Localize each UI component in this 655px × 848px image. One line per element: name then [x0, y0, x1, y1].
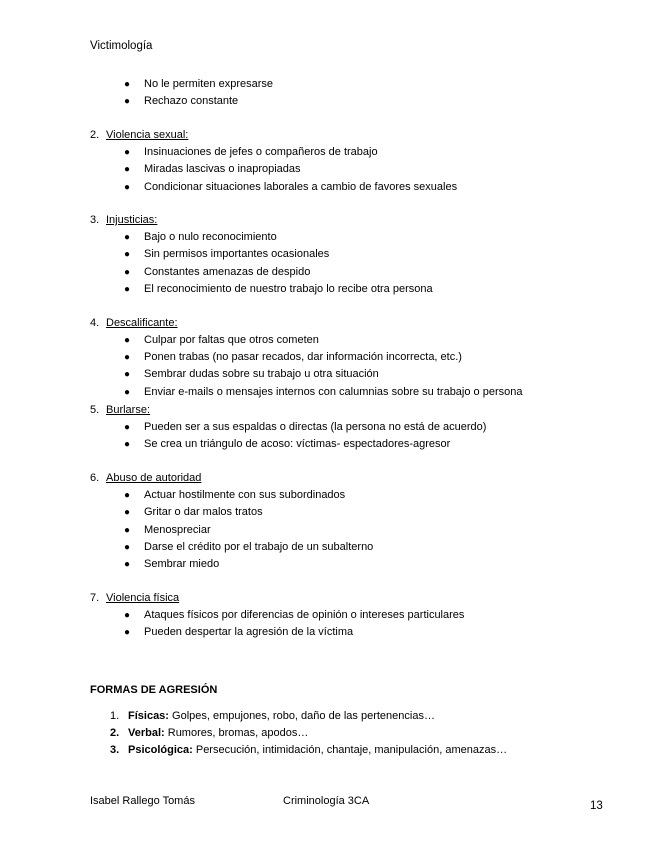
bullet-icon: ● — [124, 249, 131, 261]
list-item-text: Rechazo constante — [144, 95, 239, 108]
list-item-text: Sembrar dudas sobre su trabajo u otra situación — [144, 368, 379, 381]
bullet-list — [90, 419, 590, 454]
list-item-text: Bajo o nulo reconocimiento — [144, 230, 277, 243]
list-item-text: Insinuaciones de jefes o compañeros de trabajo — [144, 145, 378, 158]
footer-author: Isabel Rallego Tomás — [90, 795, 195, 807]
bullet-icon: ● — [124, 231, 131, 243]
list-item — [90, 144, 590, 161]
section-3 — [90, 196, 590, 299]
document-body — [90, 76, 590, 642]
bullet-list — [90, 144, 590, 196]
forms-item-label: Físicas: — [128, 710, 169, 722]
forms-item-number: 2. — [110, 727, 120, 739]
forms-item-content — [128, 742, 507, 759]
forms-list — [90, 708, 610, 759]
bullet-icon: ● — [124, 627, 131, 639]
list-item — [90, 93, 590, 110]
bullet-icon: ● — [124, 181, 131, 193]
section-spacer — [90, 574, 590, 589]
section-title — [90, 589, 590, 607]
bullet-icon: ● — [124, 96, 131, 108]
list-item — [90, 556, 590, 573]
forms-item-text: Rumores, bromas, apodos… — [164, 727, 309, 739]
section-title-text: Burlarse: — [106, 404, 151, 417]
list-item-text: Se crea un triángulo de acoso: víctimas- espectadores-agresor — [144, 438, 451, 451]
bullet-icon: ● — [124, 284, 131, 296]
section-number: 3. — [90, 213, 100, 226]
list-item — [90, 281, 590, 298]
forms-item — [90, 742, 610, 759]
forms-item-text: Golpes, empujones, robo, daño de las pertenencias… — [168, 710, 435, 722]
section-4 — [90, 299, 590, 402]
bullet-icon: ● — [124, 386, 131, 398]
list-item-text: Gritar o dar malos tratos — [144, 506, 263, 519]
list-item-text: No le permiten expresarse — [144, 78, 274, 90]
bullet-icon: ● — [124, 559, 131, 571]
forms-item-number: 3. — [110, 744, 120, 756]
forms-item — [90, 708, 610, 725]
list-item — [90, 487, 590, 504]
list-item — [90, 332, 590, 349]
forms-item-label: Verbal: — [128, 727, 165, 739]
list-item — [90, 76, 590, 93]
list-item — [90, 607, 590, 624]
list-item-text: Ataques físicos por diferencias de opinión o intereses particulares — [144, 608, 465, 621]
list-item-text: Condicionar situaciones laborales a cambio de favores sexuales — [144, 180, 458, 193]
section-1 — [90, 76, 590, 111]
forms-item-content — [128, 725, 308, 742]
footer-course: Criminología 3CA — [283, 795, 370, 807]
section-title-text: Violencia física — [106, 591, 180, 604]
list-item — [90, 349, 590, 366]
bullet-icon: ● — [124, 334, 131, 346]
section-title — [90, 126, 590, 144]
page-header: Victimología — [90, 40, 153, 52]
forms-item-content — [128, 708, 435, 725]
list-item — [90, 384, 590, 401]
forms-item-number: 1. — [110, 710, 120, 722]
bullet-icon: ● — [124, 422, 131, 434]
bullet-icon: ● — [124, 79, 131, 90]
section-number: 6. — [90, 471, 100, 484]
bullet-icon: ● — [124, 369, 131, 381]
list-item — [90, 624, 590, 641]
list-item-text: Actuar hostilmente con sus subordinados — [144, 488, 346, 501]
bullet-icon: ● — [124, 351, 131, 363]
list-item-text: Constantes amenazas de despido — [144, 265, 311, 278]
bullet-list — [90, 229, 590, 299]
section-title-text: Descalificante: — [106, 316, 178, 329]
bullet-list — [90, 332, 590, 402]
forms-heading: FORMAS DE AGRESIÓN — [90, 684, 218, 696]
list-item — [90, 419, 590, 436]
section-spacer — [90, 196, 590, 211]
list-item-text: Culpar por faltas que otros cometen — [144, 333, 319, 346]
bullet-icon: ● — [124, 524, 131, 536]
section-title-text: Violencia sexual: — [106, 128, 189, 141]
list-item-text: Ponen trabas (no pasar recados, dar información incorrecta, etc.) — [144, 350, 462, 363]
list-item — [90, 229, 590, 246]
forms-item-text: Persecución, intimidación, chantaje, manipulación, amenazas… — [192, 744, 508, 756]
list-item — [90, 246, 590, 263]
section-spacer — [90, 111, 590, 126]
section-title — [90, 211, 590, 229]
list-item — [90, 522, 590, 539]
section-number: 2. — [90, 128, 100, 141]
section-spacer — [90, 299, 590, 314]
section-title-text: Abuso de autoridad — [106, 471, 202, 484]
list-item-text: Enviar e-mails o mensajes internos con calumnias sobre su trabajo o persona — [144, 385, 523, 398]
bullet-list — [90, 76, 590, 111]
bullet-icon: ● — [124, 164, 131, 176]
section-number: 5. — [90, 404, 100, 417]
bullet-icon: ● — [124, 542, 131, 554]
list-item-text: Sembrar miedo — [144, 558, 220, 571]
list-item — [90, 366, 590, 383]
list-item — [90, 504, 590, 521]
list-item-text: El reconocimiento de nuestro trabajo lo recibe otra persona — [144, 283, 433, 296]
section-number: 4. — [90, 316, 100, 329]
section-7 — [90, 574, 590, 642]
forms-item-label: Psicológica: — [128, 744, 193, 756]
bullet-icon: ● — [124, 439, 131, 451]
page-number: 13 — [590, 800, 603, 812]
section-title — [90, 469, 590, 487]
list-item — [90, 161, 590, 178]
bullet-icon: ● — [124, 266, 131, 278]
bullet-icon: ● — [124, 609, 131, 621]
section-title — [90, 401, 590, 419]
bullet-list — [90, 607, 590, 642]
section-title-text: Injusticias: — [106, 213, 158, 226]
section-2 — [90, 111, 590, 196]
list-item-text: Pueden ser a sus espaldas o directas (la persona no está de acuerdo) — [144, 421, 487, 434]
bullet-icon: ● — [124, 507, 131, 519]
list-item — [90, 539, 590, 556]
bullet-icon: ● — [124, 489, 131, 501]
list-item — [90, 179, 590, 196]
list-item-text: Pueden despertar la agresión de la víctima — [144, 626, 354, 639]
list-item-text: Sin permisos importantes ocasionales — [144, 248, 330, 261]
list-item-text: Menospreciar — [144, 523, 211, 536]
bullet-list — [90, 487, 590, 574]
bullet-icon: ● — [124, 146, 131, 158]
list-item-text: Darse el crédito por el trabajo de un subalterno — [144, 541, 374, 554]
section-6 — [90, 454, 590, 574]
list-item — [90, 436, 590, 453]
section-spacer — [90, 454, 590, 469]
section-number: 7. — [90, 591, 100, 604]
forms-item — [90, 725, 610, 742]
section-title — [90, 314, 590, 332]
list-item-text: Miradas lascivas o inapropiadas — [144, 163, 301, 176]
list-item — [90, 264, 590, 281]
section-5 — [90, 401, 590, 454]
